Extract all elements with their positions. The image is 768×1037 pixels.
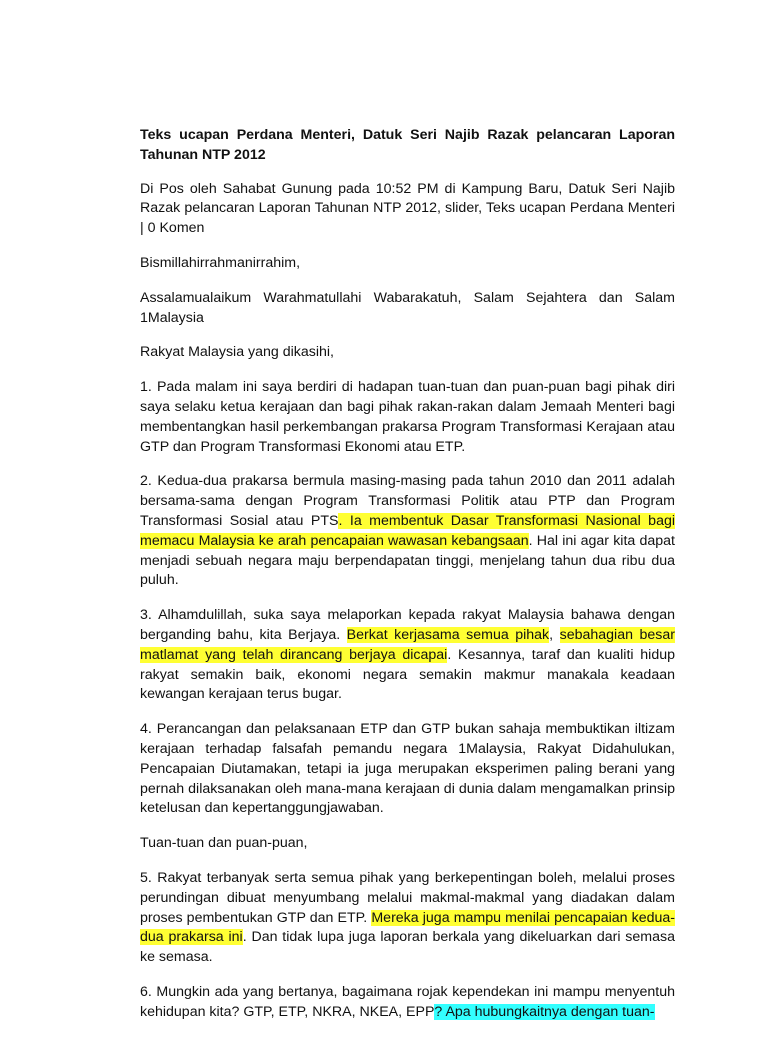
greeting-rakyat: Rakyat Malaysia yang dikasihi, [140, 344, 334, 361]
paragraph-6 [140, 983, 675, 1023]
greeting-salam: Assalamualaikum Warahmatullahi Wabarakatuh, Salam Sejahtera dan Salam 1Malaysia [140, 289, 675, 326]
paragraph-6-highlight: ? Apa hubungkaitnya dengan tuan- [434, 1003, 655, 1020]
paragraph-4: 4. Perancangan dan pelaksanaan ETP dan GTP bukan sahaja membuktikan iltizam kerajaan terhadap falsafah pemandu negara 1Malaysia, Rakyat Didahulukan, Pencapaian Diutamakan, tetapi ia juga merupakan eksperimen paling berani yang pernah dilaksanakan oleh mana-mana kerajaan di dunia dalam mengamalkan prinsip ketelusan dan kepertanggungjawaban. [140, 721, 675, 817]
paragraph-6-text-a: 6. Mungkin ada yang bertanya, bagaimana rojak kependekan ini mampu menyentuh kehidupan kita? GTP, ETP, NKRA, NKEA, EPP [140, 983, 675, 1020]
byline: Di Pos oleh Sahabat Gunung pada 10:52 PM di Kampung Baru, Datuk Seri Najib Razak pelancaran Laporan Tahunan NTP 2012, slider, Teks ucapan Perdana Menteri | 0 Komen [140, 180, 675, 237]
paragraph-5 [140, 869, 675, 968]
document-body [140, 126, 675, 1037]
paragraph-2-highlight: . Ia membentuk Dasar Transformasi Nasional bagi memacu Malaysia ke arah pencapaian wawasan kebangsaan [140, 512, 676, 549]
paragraph-2-text-a: 2. Kedua-dua prakarsa bermula masing-masing pada tahun 2010 dan 2011 adalah bersama-sama dengan Program Transformasi Politik atau PTP dan Program Transformasi Sosial atau PTS [140, 473, 675, 529]
paragraph-1: 1. Pada malam ini saya berdiri di hadapan tuan-tuan dan puan-puan bagi pihak diri saya selaku ketua kerajaan dan bagi pihak rakan-rakan dalam Jemaah Menteri bagi membentangkan hasil perkembangan prakarsa Program Transformasi Kerajaan atau GTP dan Program Transformasi Ekonomi atau ETP. [140, 379, 675, 455]
paragraph-3-text-a: 3. Alhamdulillah, suka saya melaporkan kepada rakyat Malaysia bahawa dengan berganding bahu, kita Berjaya. [140, 607, 675, 643]
paragraph-5-highlight: Mereka juga mampu menilai pencapaian kedua-dua prakarsa ini [140, 909, 675, 946]
document-title: Teks ucapan Perdana Menteri, Datuk Seri Najib Razak pelancaran Laporan Tahunan NTP 2012 [140, 127, 675, 163]
greeting-bismillah: Bismillahirrahmanirrahim, [140, 254, 301, 271]
paragraph-5-text-b: . Dan tidak lupa juga laporan berkala yang dikeluarkan dari semasa ke semasa. [140, 929, 675, 966]
paragraph-3-highlight-1: Berkat kerjasama semua pihak [346, 626, 550, 643]
paragraph-5-text-a: 5. Rakyat terbanyak serta semua pihak yang berkepentingan boleh, melalui proses perundingan dibuat menyumbang melalui makmal-makmal yang diadakan dalam proses pembentukan GTP dan ETP. [140, 869, 675, 926]
paragraph-3-highlight-2: sebahagian besar matlamat yang telah dirancang berjaya dicapai [140, 626, 675, 663]
paragraph-2 [140, 472, 675, 591]
greeting-tuan-puan: Tuan-tuan dan puan-puan, [140, 835, 308, 852]
paragraph-3 [140, 606, 675, 705]
paragraph-3-separator: , [549, 626, 560, 643]
paragraph-2-text-b: . Hal ini agar kita dapat menjadi sebuah negara maju berpendapatan tinggi, menjelang tahun dua ribu dua puluh. [140, 532, 675, 589]
paragraph-3-text-b: . Kesannya, taraf dan kualiti hidup rakyat semakin baik, ekonomi negara semakin makmur manakala keadaan kewangan kerajaan terus bugar. [140, 646, 675, 703]
